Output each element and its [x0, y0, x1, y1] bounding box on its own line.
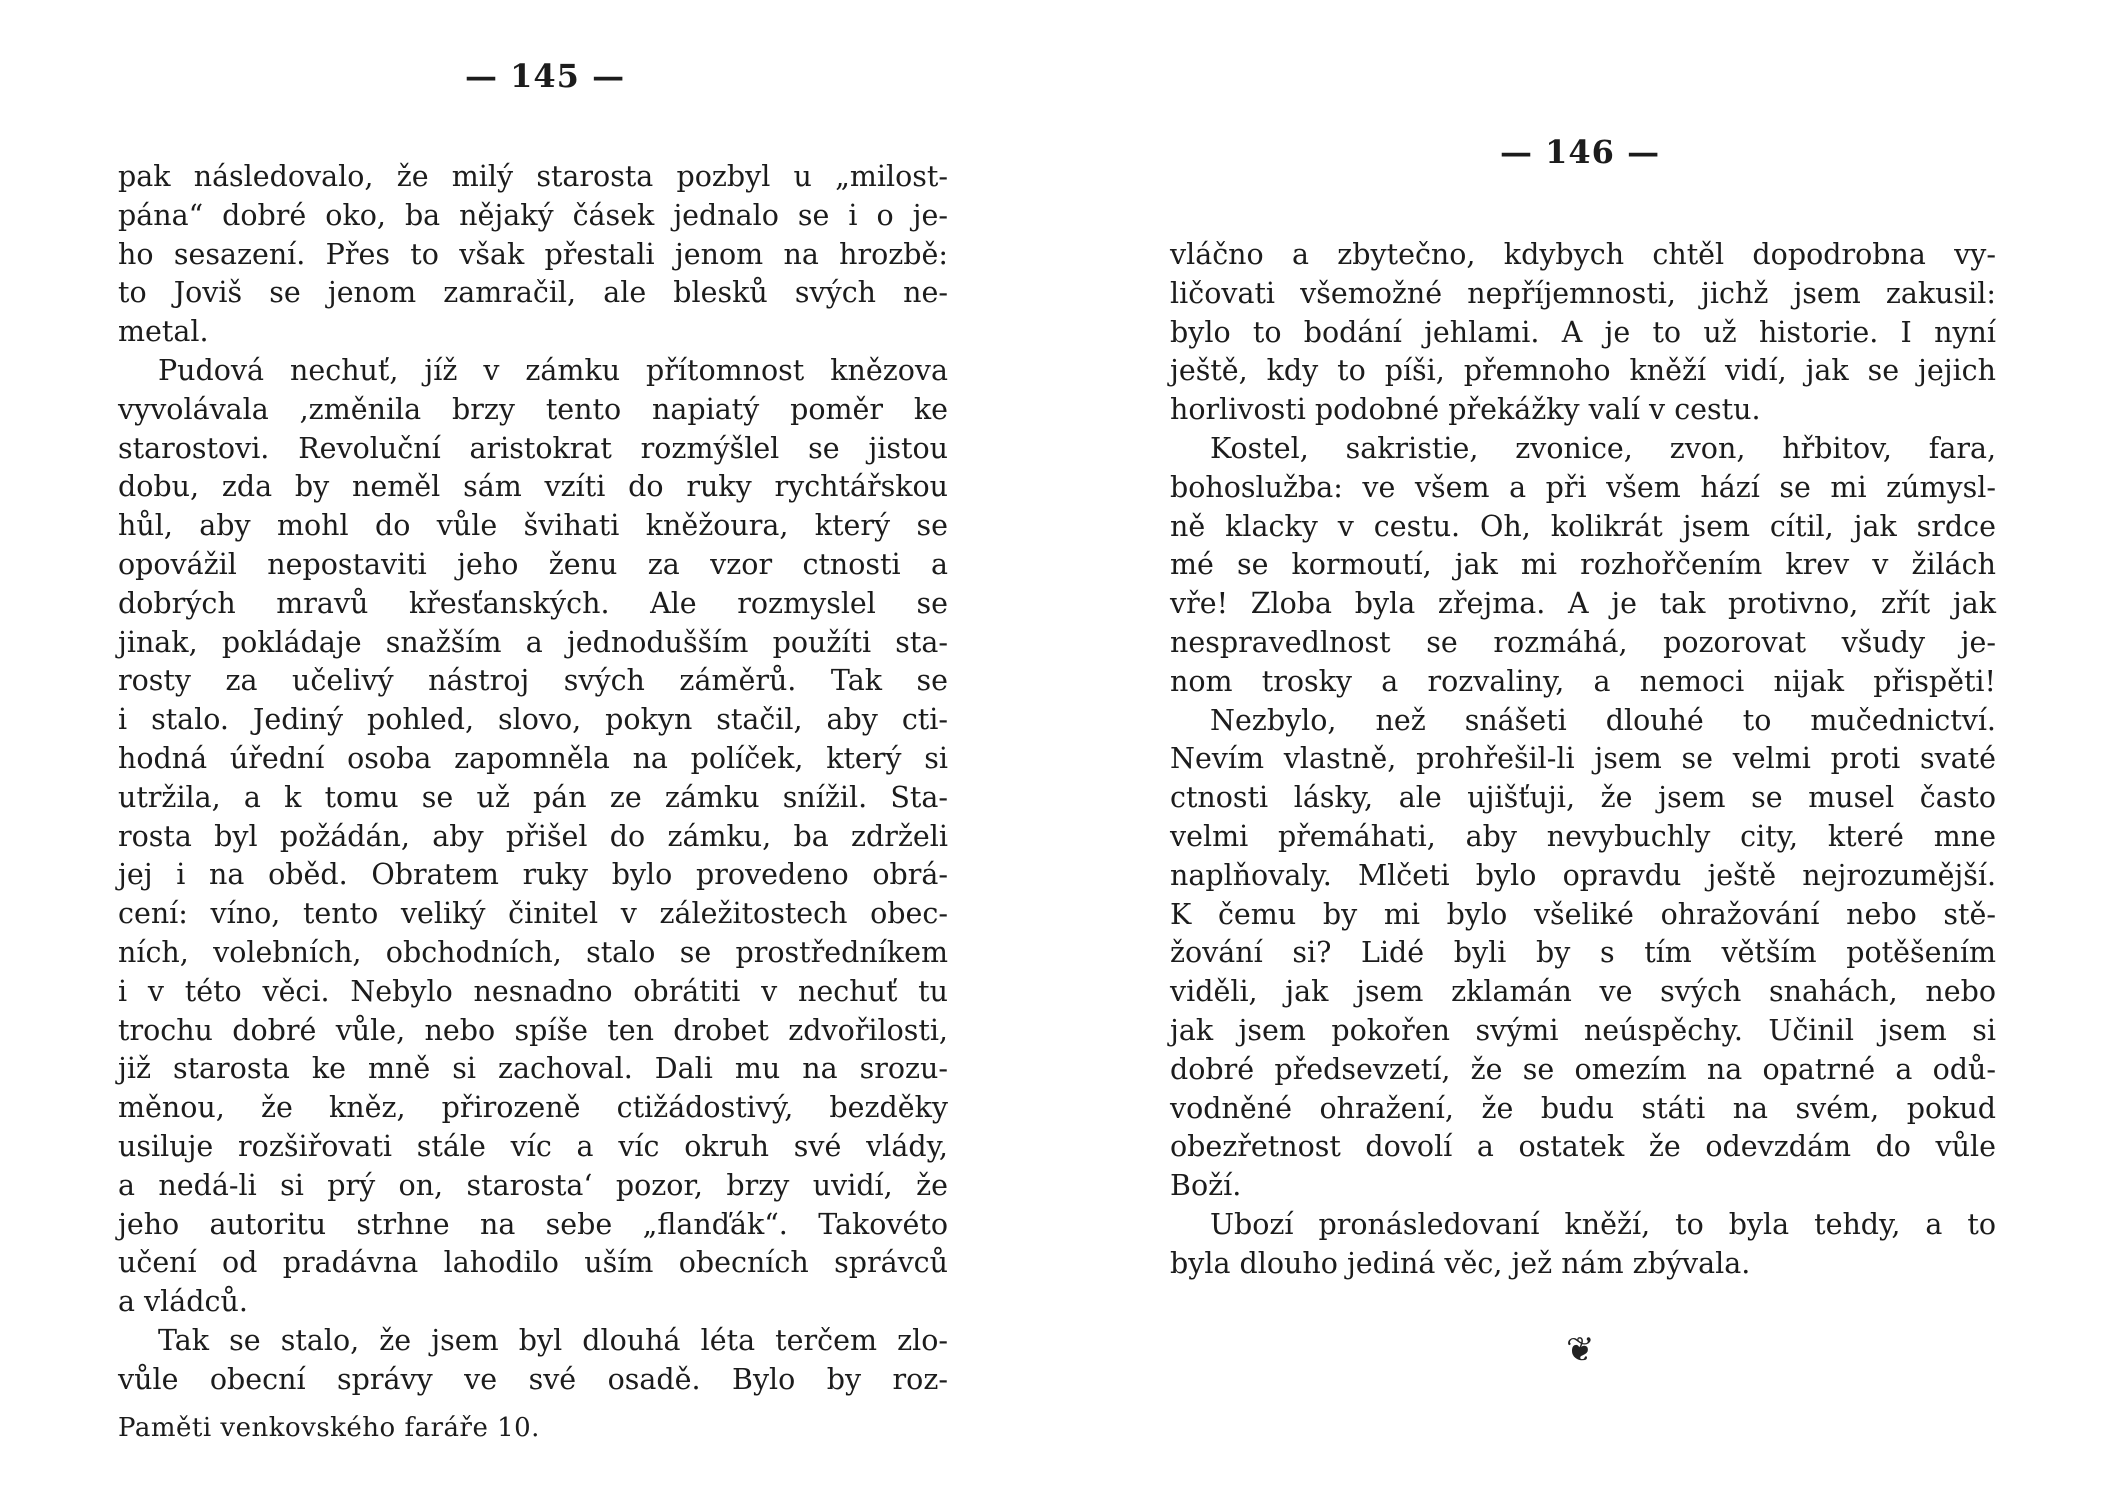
page-number-left: — 145 —	[465, 57, 626, 95]
text-line: mé se kormoutí, jak mi rozhořčením krev v žilách	[1170, 548, 1996, 582]
text-line: nom trosky a rozvaliny, a nemoci nijak přispěti!	[1170, 664, 1996, 698]
text-line: Tak se stalo, že jsem byl dlouhá léta terčem zlo-	[158, 1323, 948, 1357]
left-text-block	[118, 158, 948, 1400]
text-line: pána“ dobré oko, ba nějaký čásek jednalo se i o je-	[118, 198, 948, 232]
text-line: jej i na oběd. Obratem ruky bylo provedeno obrá-	[118, 858, 948, 892]
text-line: ně klacky v cestu. Oh, kolikrát jsem cítil, jak srdce	[1170, 509, 1996, 543]
text-line: vláčno a zbytečno, kdybych chtěl dopodrobna vy-	[1170, 238, 1996, 271]
text-line: vře! Zloba byla zřejma. A je tak protivno, zřít jak	[1170, 587, 1996, 621]
text-line: vyvolávala ,změnila brzy tento napiatý poměr ke	[118, 392, 948, 426]
text-line: utržila, a k tomu se už pán ze zámku snížil. Sta-	[118, 780, 948, 814]
text-line: hodná úřední osoba zapomněla na políček, který si	[118, 741, 948, 775]
text-line: Nevím vlastně, prohřešil-li jsem se velmi proti svaté	[1170, 742, 1996, 776]
text-line: obezřetnost dovolí a ostatek že odevzdám do vůle	[1170, 1130, 1996, 1164]
text-line: a nedá-li si prý on, starosta‘ pozor, brzy uvidí, že	[118, 1168, 948, 1202]
text-line: Pudová nechuť, jíž v zámku přítomnost knězova	[158, 353, 948, 387]
text-line: ních, volebních, obchodních, stalo se prostředníkem	[118, 935, 948, 969]
text-line: ctnosti lásky, ale ujišťuji, že jsem se musel často	[1170, 781, 1996, 815]
text-line: dobré předsevzetí, že se omezím na opatrné a odů-	[1170, 1052, 1996, 1086]
text-line: horlivosti podobné překážky valí v cestu.	[1170, 393, 1761, 427]
text-line: Nezbylo, než snášeti dlouhé to mučednictví.	[1210, 703, 1996, 737]
text-line: starostovi. Revoluční aristokrat rozmýšlel se jistou	[118, 431, 948, 465]
text-line: dobrých mravů křesťanských. Ale rozmyslel se	[118, 586, 948, 620]
text-line: cení: víno, tento veliký činitel v záležitostech obec-	[118, 897, 948, 931]
right-text-block	[1170, 236, 1996, 1284]
text-line: jeho autoritu strhne na sebe „flanďák“. Takovéto	[118, 1207, 948, 1241]
page-number-right: — 146 —	[1500, 133, 1661, 171]
text-line: jak jsem pokořen svými neúspěchy. Učinil jsem si	[1170, 1013, 1996, 1047]
text-line: velmi přemáhati, aby nevybuchly city, které mne	[1170, 819, 1996, 853]
left-page	[118, 0, 948, 1500]
text-line: naplňovaly. Mlčeti bylo opravdu ještě nejrozumější.	[1170, 858, 1996, 892]
text-line: vůle obecní správy ve své osadě. Bylo by roz-	[118, 1362, 948, 1396]
text-line: bohoslužba: ve všem a při všem hází se mi zúmysl-	[1170, 470, 1996, 504]
text-line: Boží.	[1170, 1169, 1242, 1203]
text-line: pak následovalo, že milý starosta pozbyl u „milost-	[118, 160, 948, 193]
text-line: žování si? Lidé byli by s tím větším potěšením	[1170, 936, 1996, 970]
text-line: byla dlouho jediná věc, jež nám zbývala.	[1170, 1246, 1751, 1280]
text-line: to Joviš se jenom zamračil, ale blesků svých ne-	[118, 276, 948, 310]
text-line: měnou, že kněz, přirozeně ctižádostivý, bezděky	[118, 1091, 948, 1125]
text-line: rosty za učelivý nástroj svých záměrů. Tak se	[118, 664, 948, 698]
text-line: usiluje rozšiřovati stále víc a víc okruh své vlády,	[118, 1129, 948, 1163]
text-line: trochu dobré vůle, nebo spíše ten drobet zdvořilosti,	[118, 1013, 948, 1047]
signature-footer: Paměti venkovského faráře 10.	[118, 1413, 540, 1443]
text-line: Ubozí pronásledovaní kněží, to byla tehdy, a to	[1210, 1207, 1996, 1241]
text-line: hůl, aby mohl do vůle švihati kněžoura, který se	[118, 509, 948, 543]
text-line: nespravedlnost se rozmáhá, pozorovat všudy je-	[1170, 625, 1996, 659]
text-line: a vládců.	[118, 1285, 248, 1319]
text-line: dobu, zda by neměl sám vzíti do ruky rychtářskou	[118, 470, 948, 504]
text-line: učení od pradávna lahodilo uším obecních správců	[118, 1246, 948, 1280]
text-line: rosta byl požádán, aby přišel do zámku, ba zdrželi	[118, 819, 948, 853]
text-line: Kostel, sakristie, zvonice, zvon, hřbitov, fara,	[1210, 431, 1996, 465]
text-line: ho sesazení. Přes to však přestali jenom na hrozbě:	[118, 237, 948, 271]
text-line: metal.	[118, 315, 209, 349]
text-line: opovážil nepostaviti jeho ženu za vzor ctnosti a	[118, 547, 948, 581]
right-page	[1170, 0, 1996, 1500]
text-line: již starosta ke mně si zachoval. Dali mu na srozu-	[118, 1052, 948, 1086]
text-line: viděli, jak jsem zklamán ve svých snahách, nebo	[1170, 975, 1996, 1009]
text-line: bylo to bodání jehlami. A je to už historie. I nyní	[1170, 315, 1996, 349]
text-line: i v této věci. Nebylo nesnadno obrátiti v nechuť tu	[118, 974, 948, 1008]
text-line: ještě, kdy to píši, přemnoho kněží vidí, jak se jejich	[1170, 354, 1996, 388]
text-line: jinak, pokládaje snažším a jednodušším použíti sta-	[118, 625, 948, 659]
text-line: ličovati všemožné nepříjemnosti, jichž jsem zakusil:	[1170, 276, 1996, 310]
text-line: i stalo. Jediný pohled, slovo, pokyn stačil, aby cti-	[118, 703, 948, 737]
ornament-icon: ❦	[1566, 1330, 1595, 1370]
text-line: vodněné ohražení, že budu státi na svém, pokud	[1170, 1091, 1996, 1125]
text-line: K čemu by mi bylo všeliké ohražování nebo stě-	[1170, 897, 1996, 931]
